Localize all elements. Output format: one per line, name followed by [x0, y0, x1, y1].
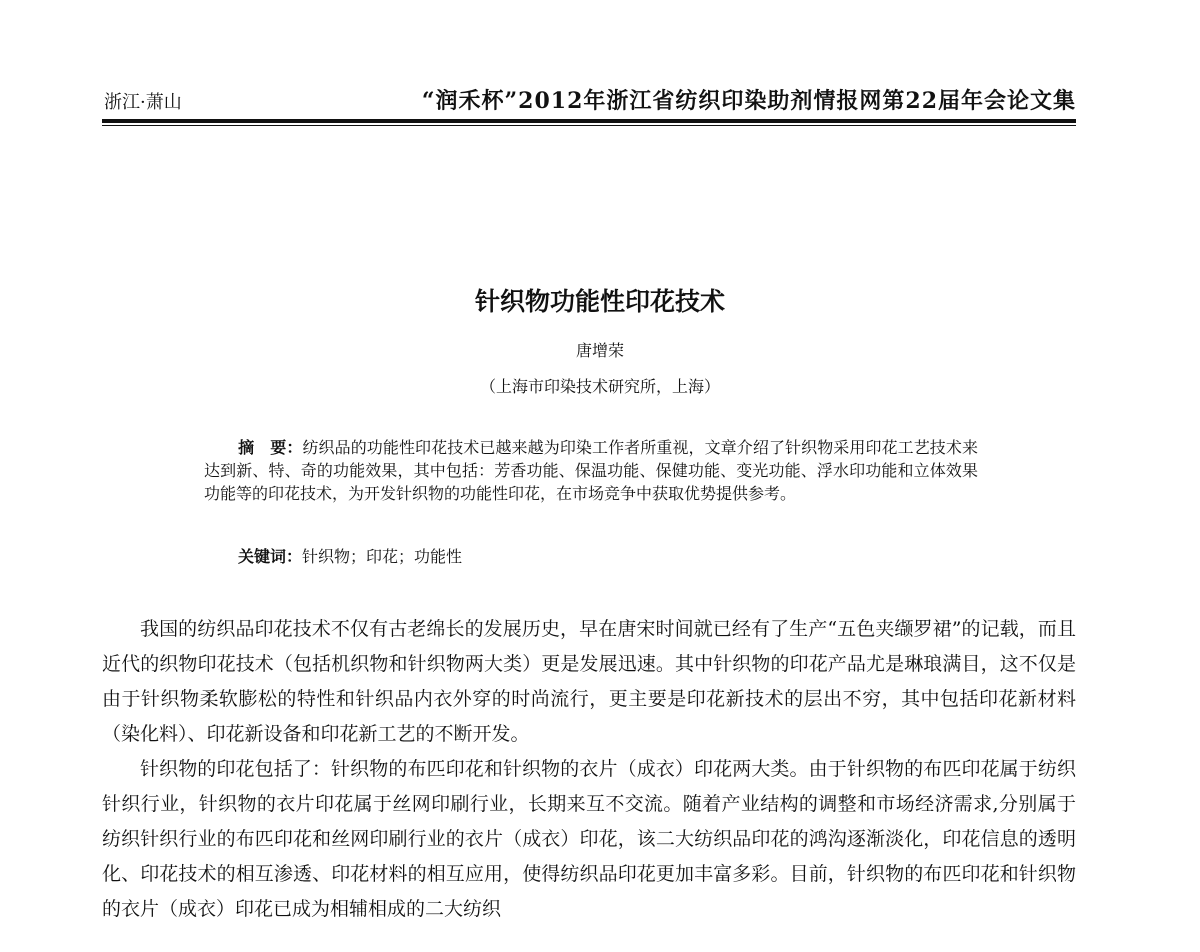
abstract-label: 摘 要： — [238, 438, 303, 457]
article-author: 唐增荣 — [575, 341, 624, 360]
header-rule-thin — [102, 125, 1076, 126]
body-paragraph-1: 我国的纺织品印花技术不仅有古老绵长的发展历史，早在唐宋时间就已经有了生产“五色夹缬罗裙”的记载，而且近代的织物印花技术（包括机织物和针织物两大类）更是发展迅速。其中针织物的印花产品尤是琳琅满目，这不仅是由于针织物柔软膨松的特性和针织品内衣外穿的时尚流行，更主要是印花新技术的层出不穷，其中包括印花新材料（染化料）、印花新设备和印花新工艺的不断开发。 — [102, 618, 1076, 745]
article-title: 针织物功能性印花技术 — [474, 287, 725, 316]
header-rule-thick — [102, 119, 1076, 123]
article-affiliation: （上海市印染技术研究所，上海） — [479, 377, 720, 396]
body-paragraph-2: 针织物的印花包括了：针织物的布匹印花和针织物的衣片（成衣）印花两大类。由于针织物的布匹印花属于纺织针织行业，针织物的衣片印花属于丝网印刷行业，长期来互不交流。随着产业结构的调整和市场经济需求,分别属于纺织针织行业的布匹印花和丝网印刷行业的衣片（成衣）印花，该二大纺织品印花的鸿沟逐渐淡化，印花信息的透明化、印花技术的相互渗透、印花材料的相互应用，使得纺织品印花更加丰富多彩。目前，针织物的布匹印花和针织物的衣片（成衣）印花已成为相辅相成的二大纺织 — [102, 758, 1076, 920]
body-text — [102, 612, 1076, 927]
abstract — [204, 436, 978, 505]
keywords-label: 关键词： — [238, 547, 303, 566]
keywords-text: 针织物；印花；功能性 — [302, 547, 463, 566]
header-location: 浙江·萧山 — [104, 92, 182, 113]
keywords — [238, 544, 462, 567]
header-proceedings-title: “润禾杯”2012年浙江省纺织印染助剂情报网第22届年会论文集 — [421, 88, 1076, 114]
abstract-text: 纺织品的功能性印花技术已越来越为印染工作者所重视，文章介绍了针织物采用印花工艺技术来达到新、特、奇的功能效果，其中包括：芳香功能、保温功能、保健功能、变光功能、浮水印功能和立体效果功能等的印花技术，为开发针织物的功能性印花，在市场竞争中获取优势提供参考。 — [204, 438, 978, 503]
